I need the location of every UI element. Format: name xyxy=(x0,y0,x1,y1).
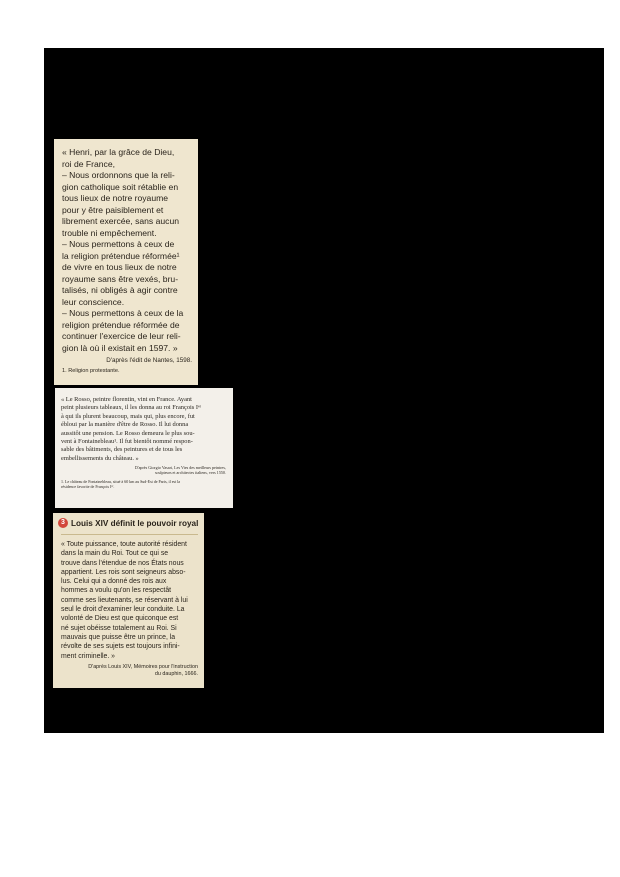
doc2-quote xyxy=(61,396,226,463)
doc1-line: religion prétendue réformée de xyxy=(62,319,180,330)
doc2-line: aussitôt une pension. Le Rosso demeura le plus sou- xyxy=(61,429,195,437)
doc1-line: de vivre en tous lieux de notre xyxy=(62,262,177,272)
doc3-line: ment criminelle. » xyxy=(61,652,115,660)
document-number-badge: 3 xyxy=(58,518,68,528)
doc3-line: dans la main du Roi. Tout ce qui se xyxy=(61,550,169,558)
doc1-line: – Nous permettons à ceux de la xyxy=(62,308,184,318)
doc2-line: ébloui par la manière d'être de Rosso. Il lui donna xyxy=(61,421,189,429)
doc2-note-line: 1. Le château de Fontainebleau, situé à 60 km au Sud-Est de Paris, il est la xyxy=(61,478,181,484)
doc1-line: librement exercée, sans aucun xyxy=(62,216,180,226)
doc1-line: gion là où il existait en 1597. » xyxy=(62,342,178,353)
doc1-line: trouble ni empêchement. xyxy=(62,227,157,238)
doc2-footnote xyxy=(61,479,226,489)
doc1-footnote: 1. Religion protestante. xyxy=(62,368,120,374)
doc2-line: « Le Rosso, peintre florentin, vint en France. Ayant xyxy=(61,396,192,403)
doc3-quote xyxy=(61,540,198,661)
doc3-line: mauvais que puisse être un prince, la xyxy=(61,633,176,641)
doc1-line: continuer l'exercice de leur reli- xyxy=(62,331,181,341)
doc3-line: comme ses lieutenants, se réservant à lui xyxy=(61,596,188,604)
doc2-line: vent à Fontainebleau¹. Il fut bientôt nommé respon- xyxy=(61,438,193,446)
document-louis-xiv xyxy=(53,513,204,688)
doc3-source xyxy=(61,664,198,678)
doc1-quote xyxy=(62,147,192,354)
doc3-line: révolte de ses sujets est toujours infini- xyxy=(61,643,180,651)
title-divider xyxy=(61,534,198,535)
document-edit-de-nantes xyxy=(54,139,198,385)
doc3-line: appartient. Les rois sont seigneurs abso- xyxy=(61,568,186,576)
doc2-line: sable des bâtiments, des peintures et de tous les xyxy=(61,446,183,454)
doc3-line: trouve dans l'étendue de nos États nous xyxy=(61,559,184,567)
doc1-line: la religion prétendue réformée¹ xyxy=(62,250,180,261)
doc1-source: D'après l'édit de Nantes, 1598. xyxy=(106,357,192,364)
doc1-line: roi de France, xyxy=(62,158,116,169)
doc1-line: pour y être paisiblement et xyxy=(62,204,164,215)
doc3-line: seul le droit d'examiner leur conduite. La xyxy=(61,606,185,614)
doc1-line: royaume sans être vexés, bru- xyxy=(62,273,179,284)
doc3-source-line: du dauphin, 1666. xyxy=(154,670,198,677)
doc3-line: né sujet obéisse totalement au Roi. Si xyxy=(61,624,177,632)
document-le-rosso xyxy=(55,388,233,508)
doc3-line: hommes a voulu qu'on les respectât xyxy=(61,587,172,595)
doc1-line: leur conscience. xyxy=(62,296,125,307)
doc3-line: lus. Celui qui a donné des rois aux xyxy=(61,578,167,586)
doc1-line: talisés, ni obligés à agir contre xyxy=(62,285,178,295)
doc2-line: embellissements du château. » xyxy=(61,454,139,462)
doc2-line: peint plusieurs tableaux, il les donna au roi François Iᵉʳ xyxy=(61,404,202,412)
doc3-title: Louis XIV définit le pouvoir royal xyxy=(71,518,199,528)
doc3-line: volonté de Dieu est que quiconque est xyxy=(61,615,179,623)
doc2-source-line: sculpteurs et architectes italiens, vers 1550. xyxy=(154,470,226,476)
doc1-line: tous lieux de notre royaume xyxy=(62,193,169,203)
doc3-header xyxy=(58,513,198,533)
doc2-source xyxy=(61,465,226,475)
doc1-line: gion catholique soit rétablie en xyxy=(62,181,179,192)
doc1-line: – Nous ordonnons que la reli- xyxy=(62,170,175,180)
doc3-source-line: D'après Louis XIV, Mémoires pour l'instruction xyxy=(88,663,198,670)
doc2-source-line: D'après Giorgio Vasari, Les Vies des meilleurs peintres, xyxy=(134,465,226,471)
doc3-line: « Toute puissance, toute autorité résident xyxy=(61,541,187,548)
doc1-line: « Henri, par la grâce de Dieu, xyxy=(62,147,175,157)
doc2-line: à qui ils plurent beaucoup, mais qui, plus encore, fut xyxy=(61,412,195,420)
doc1-line: – Nous permettons à ceux de xyxy=(62,239,175,249)
doc2-note-line: résidence favorite de François Iᵉʳ. xyxy=(61,483,115,489)
